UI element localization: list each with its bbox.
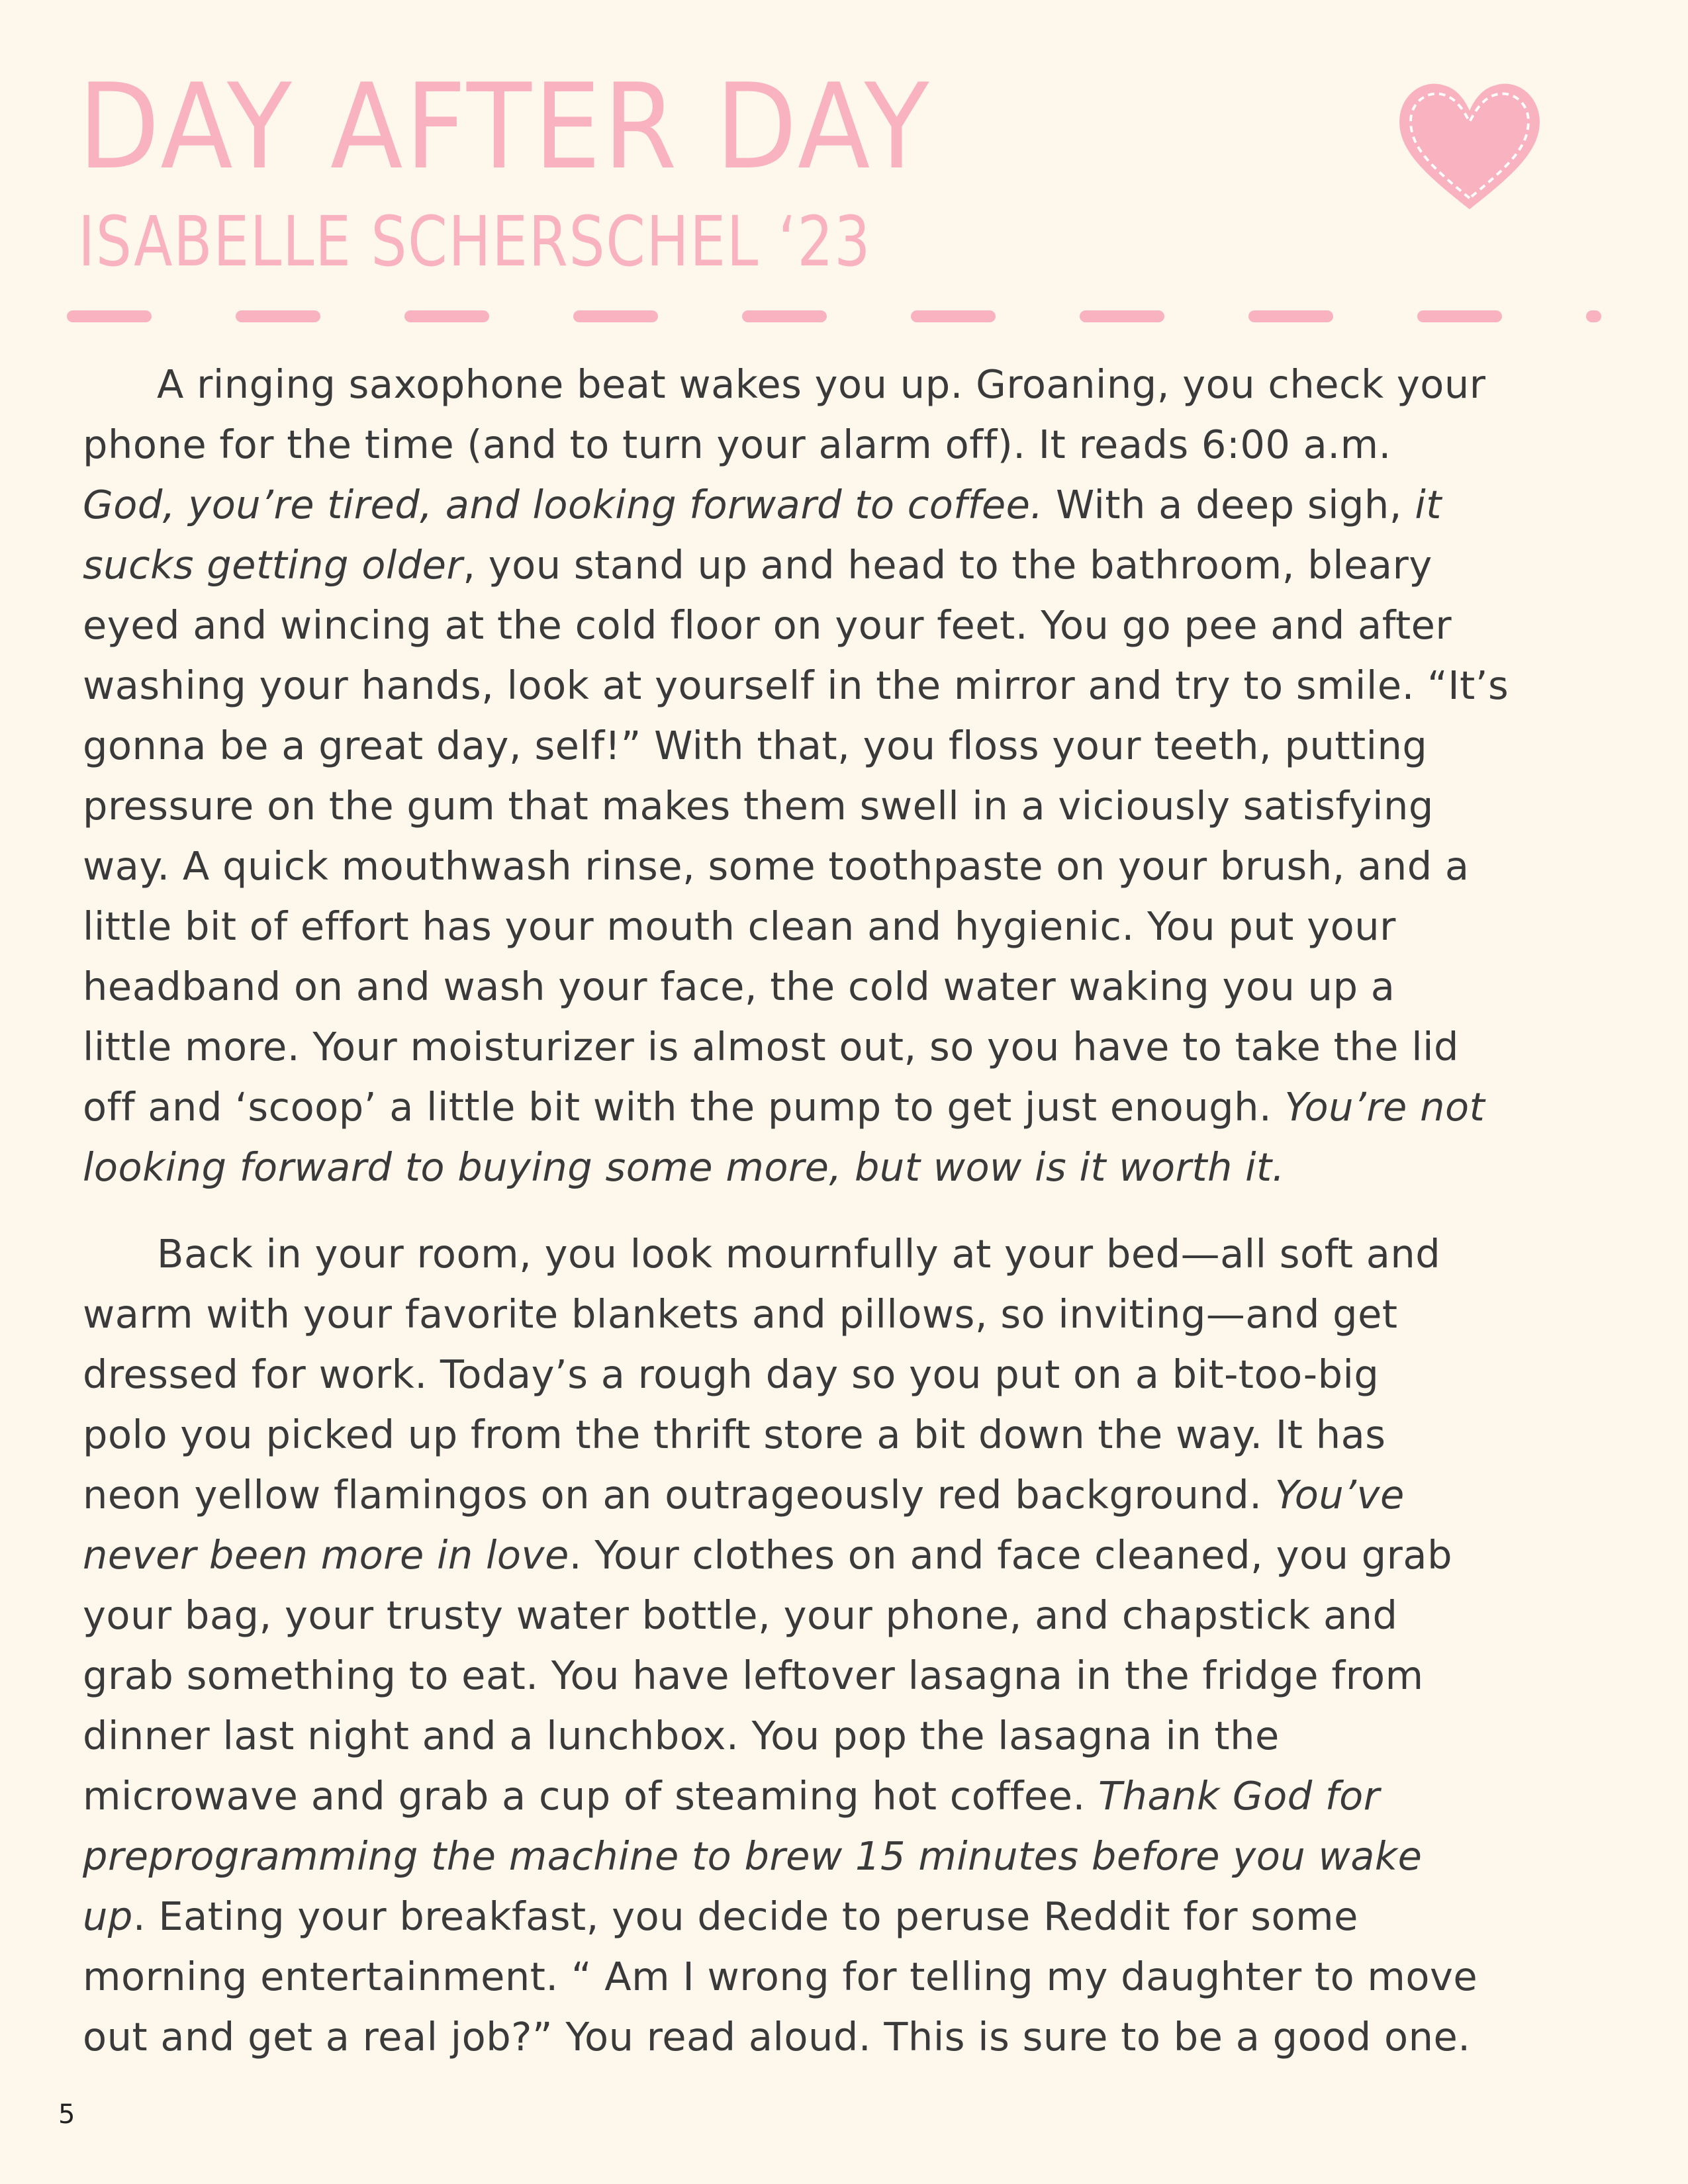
body-text: polo you picked up from the thrift store a bit down the way. It has [83, 1412, 1386, 1457]
body-text: eyed and wincing at the cold floor on your feet. You go pee and after [83, 602, 1452, 648]
body-text: dinner last night and a lunchbox. You pop the lasagna in the [83, 1713, 1280, 1758]
body-text: microwave and grab a cup of steaming hot coffee. [83, 1773, 1098, 1819]
italic-text: sucks getting older [83, 542, 463, 588]
story-line [83, 896, 1605, 956]
story-line [83, 1706, 1605, 1766]
heart-icon [1390, 69, 1549, 228]
body-text: little bit of effort has your mouth clean and hygienic. You put your [83, 903, 1396, 949]
story-line [83, 1465, 1605, 1525]
story-line [83, 354, 1605, 414]
body-text: Back in your room, you look mournfully at your bed—all soft and [157, 1231, 1441, 1277]
italic-text: You’re not [1284, 1084, 1485, 1130]
italic-text: it [1415, 482, 1442, 527]
story-line [83, 1525, 1605, 1585]
italic-text: up [83, 1893, 133, 1939]
story-line [83, 655, 1605, 715]
story-line [83, 535, 1605, 595]
story-line [83, 1645, 1605, 1706]
italic-text: looking forward to buying some more, but wow is it worth it. [83, 1144, 1285, 1190]
body-text: way. A quick mouthwash rinse, some toothpaste on your brush, and a [83, 843, 1470, 889]
body-text: out and get a real job?” You read aloud. This is sure to be a good one. [83, 2014, 1471, 2060]
story-line [83, 1766, 1605, 1826]
story-line [83, 595, 1605, 655]
story-paragraph [83, 1224, 1605, 2067]
story-line [83, 2007, 1605, 2067]
body-text: warm with your favorite blankets and pillows, so inviting—and get [83, 1291, 1398, 1337]
story-line [83, 1224, 1605, 1284]
body-text: neon yellow flamingos on an outrageously red background. [83, 1472, 1275, 1518]
story-line [83, 1826, 1605, 1886]
story-line [83, 1017, 1605, 1077]
story-line [83, 475, 1605, 535]
body-text: headband on and wash your face, the cold water waking you up a [83, 964, 1395, 1009]
body-text: With a deep sigh, [1043, 482, 1415, 527]
body-text: your bag, your trusty water bottle, your phone, and chapstick and [83, 1592, 1398, 1638]
body-text: off and ‘scoop’ a little bit with the pump to get just enough. [83, 1084, 1285, 1130]
story-line [83, 414, 1605, 475]
story-body [83, 354, 1605, 2067]
body-text: . Your clothes on and face cleaned, you grab [569, 1532, 1453, 1578]
italic-text: Thank God for [1098, 1773, 1380, 1819]
body-text: gonna be a great day, self!” With that, you floss your teeth, putting [83, 723, 1428, 768]
author-byline: ISABELLE SCHERSCHEL ‘23 [78, 201, 872, 282]
body-text: , you stand up and head to the bathroom, bleary [463, 542, 1432, 588]
story-line [83, 776, 1605, 836]
story-line [83, 1344, 1605, 1404]
story-line [83, 836, 1605, 896]
story-line [83, 1137, 1605, 1197]
dashed-divider [66, 310, 1602, 323]
story-line [83, 1585, 1605, 1645]
body-text: washing your hands, look at yourself in the mirror and try to smile. “It’s [83, 662, 1509, 708]
body-text: . Eating your breakfast, you decide to peruse Reddit for some [132, 1893, 1358, 1939]
story-line [83, 1946, 1605, 2007]
italic-text: God, you’re tired, and looking forward to coffee. [83, 482, 1043, 527]
body-text: morning entertainment. “ Am I wrong for telling my daughter to move [83, 1954, 1478, 1999]
page-number: 5 [58, 2099, 75, 2130]
story-line [83, 1284, 1605, 1344]
italic-text: You’ve [1274, 1472, 1405, 1518]
body-text: little more. Your moisturizer is almost out, so you have to take the lid [83, 1024, 1459, 1069]
story-line [83, 1077, 1605, 1137]
body-text: A ringing saxophone beat wakes you up. Groaning, you check your [157, 361, 1486, 407]
story-line [83, 1886, 1605, 1946]
body-text: pressure on the gum that makes them swell in a viciously satisfying [83, 783, 1434, 829]
story-title: DAY AFTER DAY [78, 58, 932, 195]
story-line [83, 715, 1605, 776]
story-paragraph [83, 354, 1605, 1197]
body-text: phone for the time (and to turn your alarm off). It reads 6:00 a.m. [83, 422, 1391, 467]
story-line [83, 956, 1605, 1017]
body-text: dressed for work. Today’s a rough day so you put on a bit-too-big [83, 1351, 1380, 1397]
story-line [83, 1404, 1605, 1465]
body-text: grab something to eat. You have leftover lasagna in the fridge from [83, 1653, 1424, 1698]
italic-text: never been more in love [83, 1532, 569, 1578]
italic-text: preprogramming the machine to brew 15 minutes before you wake [83, 1833, 1423, 1879]
